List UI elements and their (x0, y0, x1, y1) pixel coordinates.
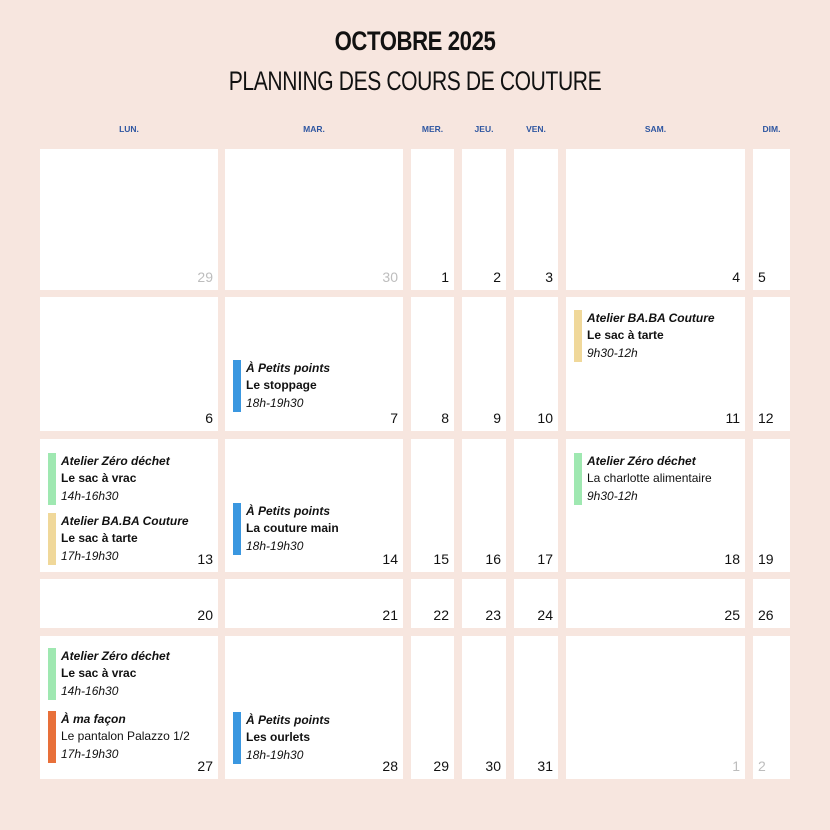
event-color-bar (574, 310, 582, 362)
day-number: 14 (382, 551, 398, 567)
event-petits-points[interactable] (233, 360, 330, 412)
day-number: 1 (732, 758, 740, 774)
event-atelier: À Petits points (246, 713, 331, 727)
day-number: 29 (197, 269, 213, 285)
day-cell[interactable] (225, 636, 403, 779)
day-number: 4 (732, 269, 740, 285)
day-header-thu: JEU. (474, 124, 494, 134)
event-baba-couture[interactable] (574, 310, 715, 362)
event-color-bar (233, 712, 241, 764)
day-cell[interactable] (514, 149, 558, 290)
day-cell[interactable] (514, 297, 558, 431)
day-header-mon: LUN. (119, 124, 139, 134)
event-atelier: Atelier BA.BA Couture (587, 311, 715, 325)
day-number: 29 (433, 758, 449, 774)
day-header-tue: MAR. (303, 124, 325, 134)
day-cell[interactable] (753, 636, 790, 779)
day-cell[interactable] (753, 297, 790, 431)
event-time: 18h-19h30 (246, 748, 304, 762)
day-header-fri: VEN. (526, 124, 546, 134)
day-number: 2 (493, 269, 501, 285)
event-course: Les ourlets (246, 730, 311, 744)
event-course: La couture main (246, 521, 339, 535)
event-course: Le sac à tarte (61, 531, 138, 545)
event-color-bar (233, 503, 241, 555)
day-number: 2 (758, 758, 766, 774)
event-petits-points[interactable] (233, 503, 339, 555)
day-header-sat: SAM. (644, 124, 667, 134)
day-number: 30 (382, 269, 398, 285)
event-color-bar (574, 453, 582, 505)
day-cell[interactable] (40, 636, 218, 779)
day-number: 3 (545, 269, 553, 285)
event-time: 9h30-12h (587, 489, 638, 503)
day-number: 13 (197, 551, 213, 567)
event-zero-dechet[interactable] (48, 453, 170, 505)
event-atelier: À Petits points (246, 504, 331, 518)
day-number: 8 (441, 410, 449, 426)
day-cell[interactable] (462, 297, 506, 431)
day-number: 5 (758, 269, 766, 285)
event-time: 14h-16h30 (61, 684, 119, 698)
day-cell[interactable] (225, 439, 403, 572)
event-color-bar (48, 453, 56, 505)
day-cell[interactable] (411, 636, 454, 779)
event-zero-dechet[interactable] (574, 453, 712, 505)
day-header-sun: DIM. (762, 124, 781, 134)
day-number: 10 (537, 410, 553, 426)
day-cell[interactable] (411, 297, 454, 431)
day-cell[interactable] (753, 579, 790, 628)
day-number: 19 (758, 551, 774, 567)
day-number: 27 (197, 758, 213, 774)
event-color-bar (48, 711, 56, 763)
day-number: 16 (485, 551, 501, 567)
event-atelier: Atelier Zéro déchet (61, 649, 170, 663)
day-number: 22 (433, 607, 449, 623)
day-cell[interactable] (753, 439, 790, 572)
day-cell[interactable] (462, 149, 506, 290)
event-course: Le sac à vrac (61, 471, 137, 485)
day-cell[interactable] (566, 636, 745, 779)
day-cell[interactable] (462, 636, 506, 779)
event-atelier: À Petits points (246, 361, 331, 375)
day-number: 25 (724, 607, 740, 623)
day-cell[interactable] (40, 149, 218, 290)
day-cell[interactable] (514, 579, 558, 628)
event-course: Le stoppage (246, 378, 317, 392)
day-number: 9 (493, 410, 501, 426)
day-number: 18 (724, 551, 740, 567)
event-atelier: À ma façon (61, 712, 126, 726)
day-header-wed: MER. (421, 124, 444, 134)
event-time: 18h-19h30 (246, 539, 304, 553)
day-number: 28 (382, 758, 398, 774)
day-number: 11 (725, 410, 740, 426)
event-time: 17h-19h30 (61, 747, 119, 761)
day-cell[interactable] (40, 579, 218, 628)
event-color-bar (233, 360, 241, 412)
day-cell[interactable] (411, 439, 454, 572)
day-number: 12 (758, 410, 774, 426)
day-number: 21 (382, 607, 398, 623)
day-cell[interactable] (411, 579, 454, 628)
day-cell[interactable] (225, 579, 403, 628)
event-baba-couture[interactable] (48, 513, 189, 565)
day-cell[interactable] (462, 579, 506, 628)
day-number: 31 (537, 758, 553, 774)
event-time: 14h-16h30 (61, 489, 119, 503)
day-cell[interactable] (514, 439, 558, 572)
day-cell[interactable] (411, 149, 454, 290)
event-petits-points[interactable] (233, 712, 330, 764)
day-number: 23 (485, 607, 501, 623)
event-atelier: Atelier Zéro déchet (61, 454, 170, 468)
event-time: 9h30-12h (587, 346, 638, 360)
day-number: 24 (537, 607, 553, 623)
event-course: Le sac à vrac (61, 666, 137, 680)
day-cell[interactable] (753, 149, 790, 290)
day-cell[interactable] (225, 297, 403, 431)
day-cell[interactable] (566, 439, 745, 572)
day-number: 1 (441, 269, 449, 285)
day-number: 15 (433, 551, 449, 567)
calendar-subtitle: PLANNING DES COURS DE COUTURE (228, 66, 602, 96)
event-course: La charlotte alimentaire (587, 471, 712, 485)
day-cell[interactable] (225, 149, 403, 290)
event-color-bar (48, 648, 56, 700)
day-number: 30 (485, 758, 501, 774)
event-zero-dechet[interactable] (48, 648, 170, 700)
event-time: 17h-19h30 (61, 549, 119, 563)
event-ma-facon[interactable] (48, 711, 190, 763)
day-number: 6 (205, 410, 213, 426)
day-number: 26 (758, 607, 774, 623)
day-cell[interactable] (566, 149, 745, 290)
event-course: Le sac à tarte (587, 328, 664, 342)
calendar-title: OCTOBRE 2025 (334, 26, 496, 56)
day-cell[interactable] (566, 579, 745, 628)
day-cell[interactable] (40, 439, 218, 572)
event-time: 18h-19h30 (246, 396, 304, 410)
day-cell[interactable] (566, 297, 745, 431)
event-color-bar (48, 513, 56, 565)
event-course: Le pantalon Palazzo 1/2 (61, 729, 190, 743)
day-cell[interactable] (514, 636, 558, 779)
day-number: 20 (197, 607, 213, 623)
day-cell[interactable] (462, 439, 506, 572)
event-atelier: Atelier BA.BA Couture (61, 514, 189, 528)
day-cell[interactable] (40, 297, 218, 431)
day-number: 7 (390, 410, 398, 426)
day-number: 17 (537, 551, 553, 567)
event-atelier: Atelier Zéro déchet (587, 454, 696, 468)
